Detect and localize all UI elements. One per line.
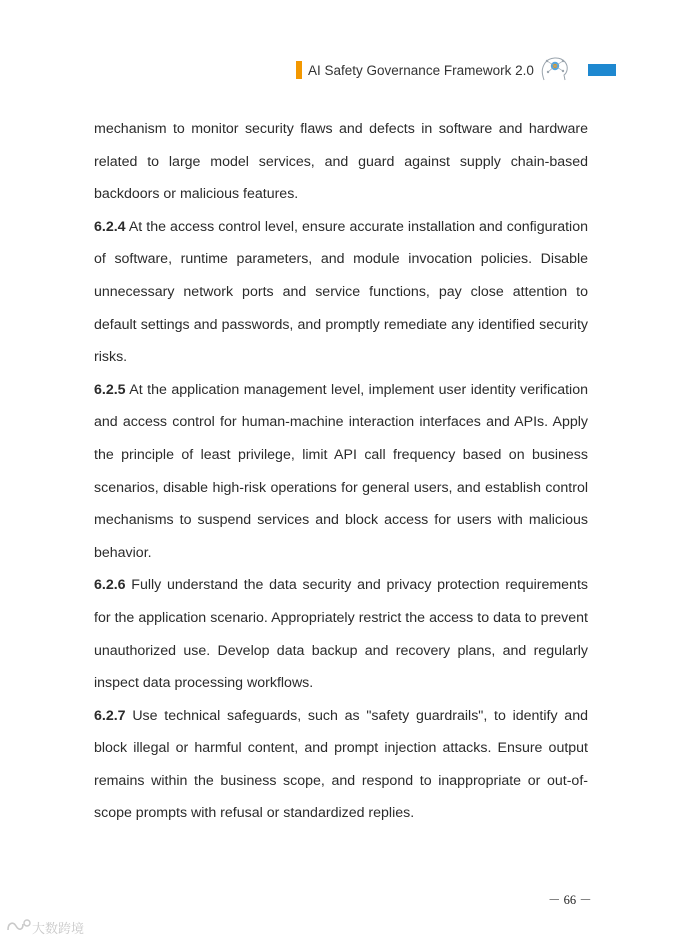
- ai-head-logo-icon: [536, 54, 574, 87]
- header-accent-bar: [296, 61, 302, 79]
- page-header: [296, 58, 574, 82]
- watermark-logo-icon: [6, 918, 32, 937]
- section-number: 6.2.4: [94, 218, 126, 235]
- section-number: 6.2.6: [94, 577, 126, 594]
- paragraph: [94, 374, 588, 570]
- paragraph: [94, 113, 588, 211]
- page-number: － 66 －: [548, 893, 592, 907]
- paragraph-text: mechanism to monitor security flaws and defects in software and hardware related to large model services, and guard against supply chain-based backdoors or malicious features.: [94, 121, 588, 203]
- paragraph-text: At the application management level, implement user identity verification and access control for human-machine interaction interfaces and APIs. Apply the principle of least privilege, limit API call frequency based on business scenarios, disable high-risk operations for general users, and establish control mechanisms to suspend services and block access for users with malicious behavior.: [94, 381, 588, 561]
- paragraph-text: At the access control level, ensure accurate installation and configuration of software, runtime parameters, and module invocation policies. Disable unnecessary network ports and service functions, pay close attention to default settings and passwords, and promptly remediate any identified security risks.: [94, 218, 588, 366]
- watermark-text: 大数跨境: [32, 921, 85, 936]
- paragraph: [94, 569, 588, 699]
- watermark: [6, 918, 84, 937]
- paragraph-text: Use technical safeguards, such as "safety guardrails", to identify and block illegal or harmful content, and prompt injection attacks. Ensure output remains within the business scope, and respond to inappropriate or out-of-scope prompts with refusal or standardized replies.: [94, 707, 588, 822]
- section-number: 6.2.7: [94, 707, 126, 724]
- section-number: 6.2.5: [94, 381, 126, 398]
- paragraph: [94, 700, 588, 830]
- body-text: [94, 113, 588, 830]
- header-title: AI Safety Governance Framework 2.0: [308, 62, 534, 78]
- paragraph-text: Fully understand the data security and privacy protection requirements for the application scenario. Appropriately restrict the access to data to prevent unauthorized use. Develop data backup and recovery plans, and regularly inspect data processing workflows.: [94, 577, 588, 692]
- paragraph: [94, 211, 588, 374]
- header-accent-block: [588, 64, 616, 76]
